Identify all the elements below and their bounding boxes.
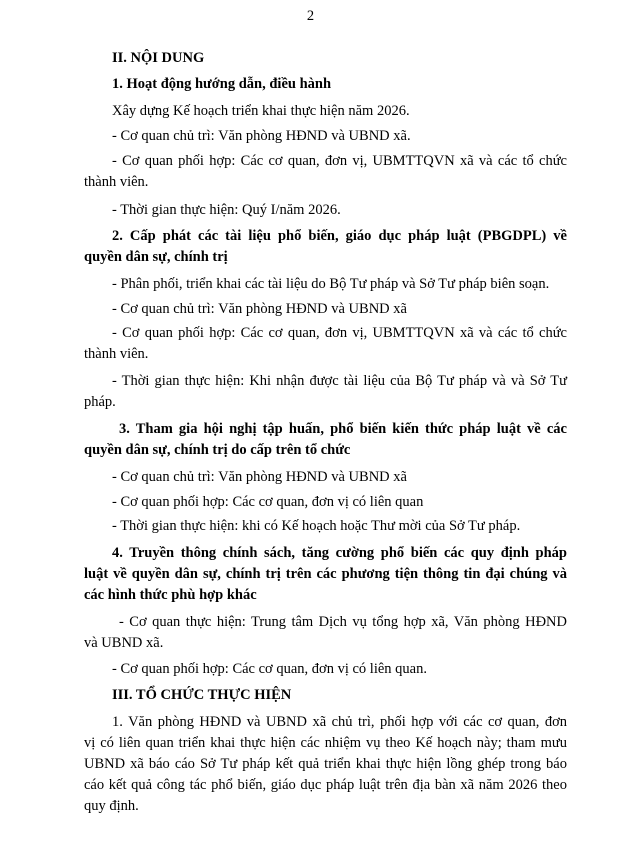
item-4-coordinating-agency: - Cơ quan phối hợp: Các cơ quan, đơn vị có liên quan. xyxy=(112,661,427,677)
item-1-intro: Xây dựng Kế hoạch triển khai thực hiện năm 2026. xyxy=(112,103,410,119)
item-2-lead-agency: - Cơ quan chủ trì: Văn phòng HĐND và UBND xã xyxy=(112,301,407,317)
item-2-distribute: - Phân phối, triển khai các tài liệu do Bộ Tư pháp và Sở Tư pháp biên soạn. xyxy=(112,276,550,292)
implementation-paragraph-line-5: quy định. xyxy=(84,798,139,814)
item-3-time: - Thời gian thực hiện: khi có Kế hoạch hoặc Thư mời của Sở Tư pháp. xyxy=(112,518,521,534)
item-4-title-cont-1: luật về quyền dân sự, chính trị trên các phương tiện thông tin đại chúng và xyxy=(84,566,567,582)
item-2-coordinating-agency-cont: thành viên. xyxy=(84,346,149,362)
item-2-time-cont: pháp. xyxy=(84,394,116,410)
item-1-time: - Thời gian thực hiện: Quý I/năm 2026. xyxy=(112,202,341,218)
item-1-coordinating-agency-cont: thành viên. xyxy=(84,174,149,190)
item-2-time: - Thời gian thực hiện: Khi nhận được tài liệu của Bộ Tư pháp và và Sở Tư xyxy=(112,373,567,389)
implementation-paragraph-line-1: 1. Văn phòng HĐND và UBND xã chủ trì, phối hợp với các cơ quan, đơn xyxy=(112,714,567,730)
item-3-lead-agency: - Cơ quan chủ trì: Văn phòng HĐND và UBND xã xyxy=(112,469,407,485)
item-4-title-cont-2: các hình thức phù hợp khác xyxy=(84,587,257,603)
item-3-title-cont: quyền dân sự, chính trị do cấp trên tổ chức xyxy=(84,442,351,458)
page-number: 2 xyxy=(306,8,315,24)
item-1-lead-agency: - Cơ quan chủ trì: Văn phòng HĐND và UBND xã. xyxy=(112,128,411,144)
implementation-paragraph-line-2: vị có liên quan triển khai thực hiện các nhiệm vụ theo Kế hoạch này; tham mưu xyxy=(84,735,567,751)
item-3-title: 3. Tham gia hội nghị tập huấn, phổ biến kiến thức pháp luật về các xyxy=(119,421,567,437)
item-1-title: 1. Hoạt động hướng dẫn, điều hành xyxy=(112,76,332,92)
item-2-title-cont: quyền dân sự, chính trị xyxy=(84,249,228,265)
item-4-executing-agency-cont: và UBND xã. xyxy=(84,635,164,651)
item-2-title: 2. Cấp phát các tài liệu phổ biến, giáo dục pháp luật (PBGDPL) về xyxy=(112,228,567,244)
implementation-paragraph-line-3: UBND xã báo cáo Sở Tư pháp kết quả triển khai thực hiện lồng ghép trong báo xyxy=(84,756,567,772)
item-3-coordinating-agency: - Cơ quan phối hợp: Các cơ quan, đơn vị có liên quan xyxy=(112,494,424,510)
section-heading-content: II. NỘI DUNG xyxy=(112,50,205,66)
implementation-paragraph-line-4: cáo kết quả công tác phổ biến, giáo dục pháp luật trên địa bàn xã năm 2026 theo xyxy=(84,777,567,793)
item-2-coordinating-agency: - Cơ quan phối hợp: Các cơ quan, đơn vị, UBMTTQVN xã và các tổ chức xyxy=(112,325,567,341)
item-4-title: 4. Truyền thông chính sách, tăng cường phổ biến các quy định pháp xyxy=(112,545,567,561)
item-1-coordinating-agency: - Cơ quan phối hợp: Các cơ quan, đơn vị, UBMTTQVN xã và các tổ chức xyxy=(112,153,567,169)
section-heading-implementation: III. TỔ CHỨC THỰC HIỆN xyxy=(112,687,292,703)
item-4-executing-agency: - Cơ quan thực hiện: Trung tâm Dịch vụ tổng hợp xã, Văn phòng HĐND xyxy=(119,614,567,630)
